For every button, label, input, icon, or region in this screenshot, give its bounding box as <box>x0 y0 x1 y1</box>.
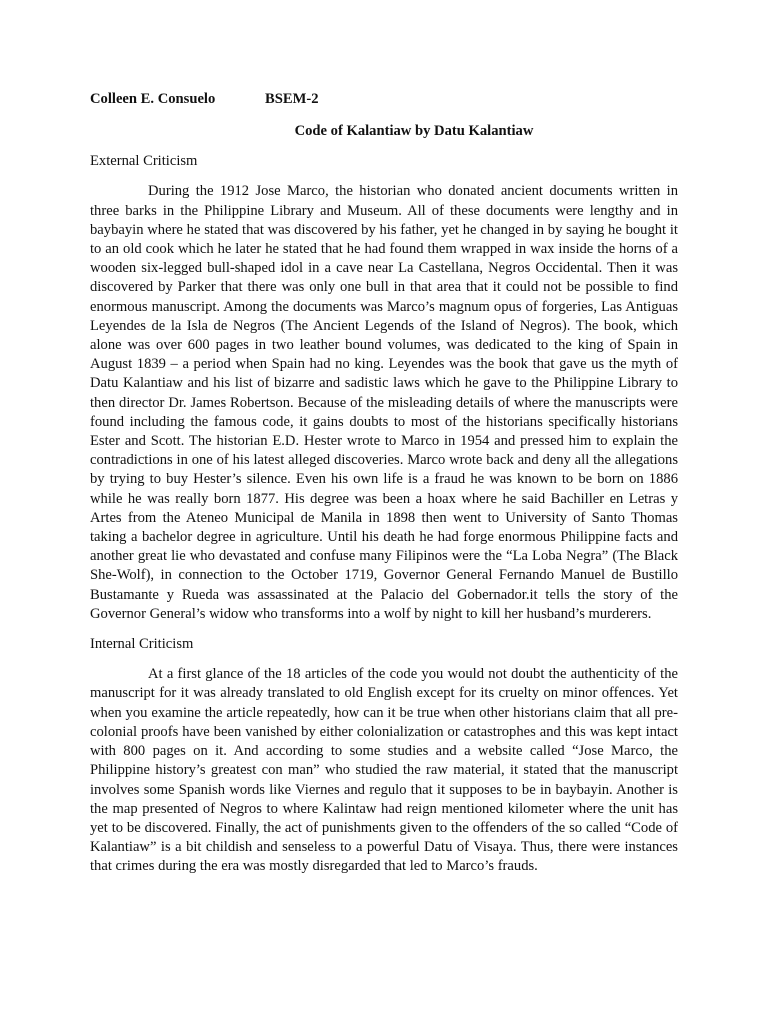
paragraph-external-criticism: During the 1912 Jose Marco, the historian who donated ancient documents written in three barks in the Philippine Library and Museum. All of these documents were lengthy and in baybayin where he stated that was discovered by his father, yet he changed in by saying he bought it to an old cook which he later he stated that he had found them wrapped in wax inside the horns of a wooden six-legged bull-shaped idol in a cave near La Castellana, Negros Occidental. Then it was discovered by Parker that there was only one bull in that area that it could not be possible to find enormous manuscript. Among the documents was Marco’s magnum opus of forgeries, Las Antiguas Leyendes de la Isla de Negros (The Ancient Legends of the Island of Negros). The book, which alone was over 600 pages in two leather bound volumes, was dedicated to the king of Spain in August 1839 – a period when Spain had no king. Leyendes was the book that gave us the myth of Datu Kalantiaw and his list of bizarre and sadistic laws which he gave to the Philippine Library to then director Dr. James Robertson. Because of the misleading details of where the manuscripts were found including the famous code, it gains doubts to most of the historians specifically historians Ester and Scott. The historian E.D. Hester wrote to Marco in 1954 and pressed him to explain the contradictions in one of his latest alleged discoveries. Marco wrote back and deny all the allegations by trying to buy Hester’s silence. Even his own life is a fraud he was known to be born on 1886 while he was really born 1877. His degree was been a hoax where he said Bachiller en Letras y Artes from the Ateneo Municipal de Manila in 1898 then went to University of Santo Thomas taking a bachelor degree in agriculture. Until his death he had forge enormous Philippine facts and another great lie who devastated and confuse many Filipinos were the “La Loba Negra” (The Black She-Wolf), in connection to the October 1719, Governor General Fernando Manuel de Bustillo Bustamante y Rueda was assassinated at the Palacio del Gobernador.it tells the story of the Governor General’s widow who transforms into a wolf by night to kill her husband’s murderers. <box>90 183 678 622</box>
document-page <box>90 90 678 877</box>
paragraph-internal-criticism: At a first glance of the 18 articles of the code you would not doubt the authenticity of the manuscript for it was already translated to old English except for its cruelty on minor offences. Yet when you examine the article repeatedly, how can it be true when other historians claim that all pre-colonial proofs have been vanished by either colonialization or catastrophes and this was kept intact with 800 pages on it. And according to some studies and a website called “Jose Marco, the Philippine history’s greatest con man” who studied the raw material, it stated that the manuscript involves some Spanish words like Viernes and regulo that it supposes to be in baybayin. Another is the map presented of Negros to where Kalintaw had reign mentioned kilometer where the unit has yet to be discovered. Finally, the act of punishments given to the offenders of the so called “Code of Kalantiaw” is a bit childish and senseless to a powerful Datu of Visaya. Thus, there were instances that crimes during the era was mostly disregarded that led to Marco’s frauds. <box>90 666 678 875</box>
heading-external-criticism: External Criticism <box>90 153 198 170</box>
section-code: BSEM-2 <box>265 91 319 107</box>
document-title: Code of Kalantiaw by Datu Kalantiaw <box>294 123 534 139</box>
author-name: Colleen E. Consuelo <box>90 91 216 107</box>
header-line <box>90 90 678 110</box>
heading-internal-criticism: Internal Criticism <box>90 636 194 653</box>
